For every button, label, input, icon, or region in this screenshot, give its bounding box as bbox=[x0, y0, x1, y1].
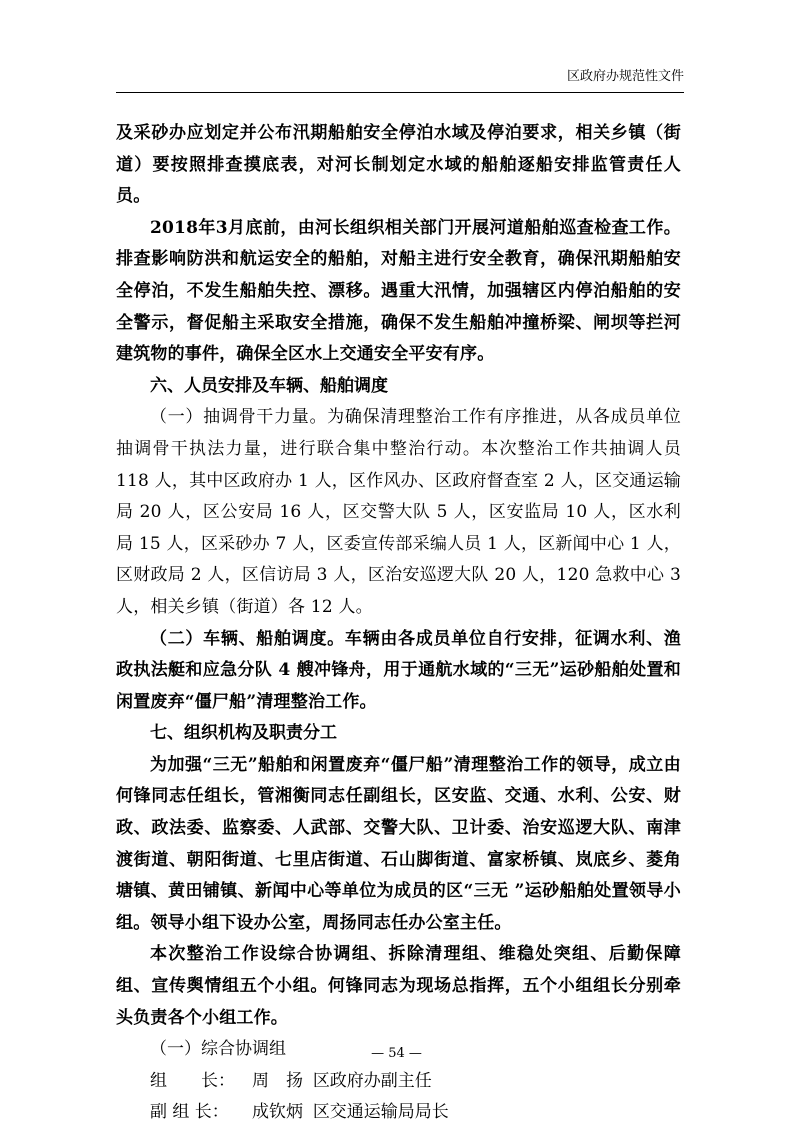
section-heading-six: 六、人员安排及车辆、船舶调度 bbox=[150, 375, 388, 396]
paragraph-vehicles: （二）车辆、船舶调度。车辆由各成员单位自行安排，征调水利、渔政执法艇和应急分队 4 艘冲锋舟，用于通航水域的“三无”运砂船舶处置和闲置废弃“僵尸船”清理整治工作。 bbox=[116, 628, 681, 712]
member-title: 区交通运输局局长 bbox=[312, 1102, 449, 1123]
paragraph-groups: 本次整治工作设综合协调组、拆除清理组、维稳处突组、后勤保障组、宣传舆情组五个小组。何锋同志为现场总指挥，五个小组组长分别牵头负责各个小组工作。 bbox=[116, 944, 681, 1028]
member-title: 区政府办副主任 bbox=[312, 1070, 432, 1091]
paragraph-inspection: 2018年3月底前，由河长组织相关部门开展河道船舶巡查检查工作。排查影响防洪和航运安全的船舶，对船主进行安全教育，确保汛期船舶安全停泊，不发生船舶失控、漂移。遇重大汛情，加强辖区内停泊船舶的安全警示，督促船主采取安全措施，确保不发生船舶冲撞桥梁、闸坝等拦河建筑物的事件，确保全区水上交通安全平安有序。 bbox=[116, 217, 681, 365]
paragraph-organization: 为加强“三无”船舶和闲置废弃“僵尸船”清理整治工作的领导，成立由何锋同志任组长，管湘衡同志任副组长，区安监、交通、水利、公安、财政、政法委、监察委、人武部、交警大队、卫计委、治安巡逻大队、南津渡街道、朝阳街道、七里店街道、石山脚街道、富家桥镇、岚底乡、菱角塘镇、黄田铺镇、新闻中心等单位为成员的区“三无 ”运砂船舶处置领导小组。领导小组下设办公室，周扬同志任办公室主任。 bbox=[116, 754, 681, 933]
subsection-heading-coordination: （一）综合协调组 bbox=[150, 1039, 286, 1060]
section-heading-seven: 七、组织机构及职责分工 bbox=[150, 723, 337, 744]
paragraph-staffing: （一）抽调骨干力量。为确保清理整治工作有序推进，从各成员单位抽调骨干执法力量，进行联合集中整治行动。本次整治工作共抽调人员 118 人，其中区政府办 1 人，区作风办、区政府督查室 2 人，区交通运输局 20 人，区公安局 16 人，区交警大队 5 人，区安监局 10 人，区水利局 15 人，区采砂办 7 人，区委宣传部采编人员 1 人，区新闻中心 1 人，区财政局 2 人，区信访局 3 人，区治安巡逻大队 20 人，120 急救中心 3 人，相关乡镇（街道）各 12 人。 bbox=[116, 407, 681, 617]
document-type-label: 区政府办规范性文件 bbox=[566, 69, 684, 84]
member-row-deputy bbox=[116, 1097, 681, 1129]
member-name: 周 扬 bbox=[252, 1070, 303, 1091]
running-header bbox=[116, 62, 684, 93]
member-role: 副 组 长： bbox=[150, 1102, 229, 1123]
member-name: 成钦炳 bbox=[252, 1102, 303, 1123]
member-row-leader bbox=[116, 1066, 681, 1098]
member-role: 组 长： bbox=[150, 1070, 235, 1091]
page-number: — 54 — bbox=[371, 1046, 422, 1061]
page-footer bbox=[0, 1046, 793, 1061]
document-body bbox=[116, 118, 681, 1129]
paragraph-continuation: 及采砂办应划定并公布汛期船舶安全停泊水域及停泊要求，相关乡镇（街道）要按照排查摸底表，对河长制划定水域的船舶逐船安排监管责任人员。 bbox=[116, 123, 681, 207]
